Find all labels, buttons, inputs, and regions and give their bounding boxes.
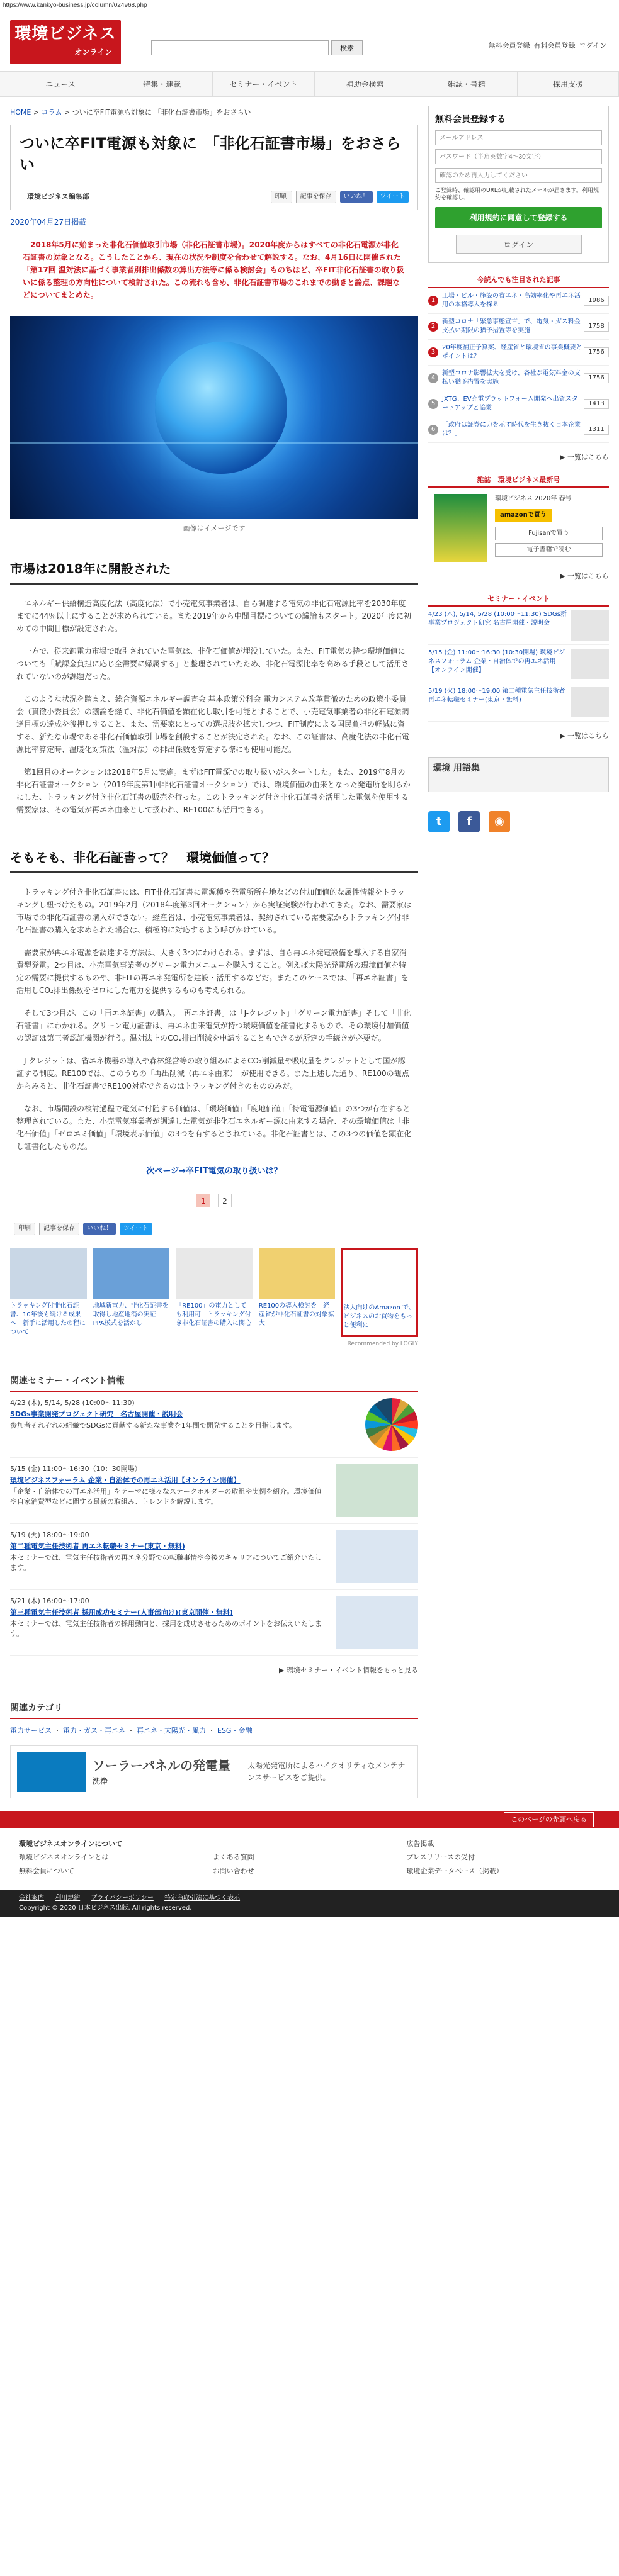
related-thumb [93,1248,170,1299]
paragraph: エネルギー供給構造高度化法（高度化法）で小売電気事業者は、自ら調達する電気の非化石電源比率を2030年度までに44％以上にすることが求められている。また2019年から中間目標についての議論もスタート。2020年度に初めての中間目標が設定された。 [16,599,412,634]
tweet-button[interactable]: ツイート [377,191,409,203]
related-card[interactable] [176,1248,253,1337]
breadcrumb-home[interactable]: HOME [10,108,31,116]
category-link[interactable]: 電力・ガス・再エネ [63,1727,125,1735]
footer-link[interactable]: 無料会員について [19,1866,74,1875]
register-title: 無料会員登録する [435,115,506,125]
rank-count: 1756 [584,347,609,357]
nav-features[interactable]: 特集・連載 [111,72,213,96]
email-field[interactable] [435,130,602,145]
seminar-text[interactable]: 4/23 (木), 5/14, 5/28 (10:00〜11:30) SDGs新事業プロジェクト研究 名古屋開催・説明会 [428,611,567,627]
category-link[interactable]: 再エネ・太陽光・風力 [137,1727,206,1735]
related-thumb [343,1250,416,1301]
paragraph: トラッキング付き非化石証書には、FIT非化石証書に電源種や発電所所在地などの付加価値的な属性情報をトラッキングし紐づけたもの。2019年2月（2018年度第3回オークション）から実証実験が行われてきた。なお、需要家は市場での非化石証書の購入ができない。経産省は、小売電気事業者は、契約されている需要家からトラッキング付非化石証書の購入を求められた場合は、積極的に対応するよう呼びかけている。 [16,888,412,935]
section-heading-certificate: そもそも、非化石証書って？ 環境価値って？ [10,848,418,873]
ad-description: 太陽光発電所によるハイクオリティなメンテナンスサービスをご提供。 [247,1761,406,1782]
ranking-item[interactable] [428,314,609,340]
seminar-text[interactable]: 5/19 (火) 18:00〜19:00 第二種電気主任技術者 再エネ転職セミナー(東京・無料) [428,688,565,704]
paragraph: そして3つ目が、この「再エネ証書」の購入。「再エネ証書」は「J-クレジット」「グリーン電力証書」そして「非化石証書」にわかれる。グリーン電力証書は、再エネ由来電気が持つ環境価値を証書化するもので、その環境付加価値の認証は第三者認証機関が行う。温対法上のCO₂排出削減を申請することもできるが所定の手続きが必要だ。 [16,1009,411,1043]
register-box [428,106,609,263]
image-caption: 画像はイメージです [183,524,246,532]
free-register-link[interactable]: 無料会員登録 [488,42,530,50]
paragraph: J-クレジットは、省エネ機器の導入や森林経営等の取り組みによるCO₂削減量や吸収量をクレジットとして国が認証する制度。RE100では、このうちの「再出削減（再エネ由来）」が使用できる。また上述した通り、RE100の観点からみると、非化石証書でRE100対応できるのはトラッキング付きのもののみだ。 [16,1056,409,1091]
top-links [489,40,606,52]
footer-link[interactable]: プライバシーポリシー [91,1894,154,1901]
event-desc: 本セミナーでは、電気主任技術者の再エネ分野での転職事情や今後のキャリアについてご紹介いたします。 [10,1554,322,1572]
page-1[interactable]: 1 [196,1194,210,1207]
logo-main-text: 環境ビジネス [14,25,116,43]
event-date: 5/19 (火) 18:00〜19:00 [10,1531,89,1540]
event-image [336,1596,418,1649]
rank-count: 1311 [584,425,609,435]
category-link[interactable]: ESG・金融 [217,1727,253,1735]
seminar-item[interactable] [428,607,609,645]
print-button[interactable]: 印刷 [14,1223,35,1235]
byline [20,191,409,210]
tweet-button[interactable]: ツイート [120,1223,152,1235]
save-button[interactable]: 記事を保存 [296,191,336,203]
rank-number: 3 [428,347,438,357]
search-button[interactable]: 検索 [331,40,363,55]
ad-subline: 洗浄 [93,1777,108,1786]
footer-link[interactable]: 環境ビジネスオンラインとは [19,1853,109,1862]
footer-link[interactable]: 会社案内 [19,1894,44,1901]
facebook-like-button[interactable]: いいね！ [340,191,373,203]
breadcrumb-sep: > [62,108,72,116]
rank-count: 1413 [584,399,609,409]
footer-bottom [0,1890,619,1917]
url-bar: https://www.kankyo-business.jp/column/024968.php [3,2,147,9]
events-heading: 関連セミナー・イベント情報 [10,1374,418,1392]
password-confirm-field[interactable] [435,168,602,183]
footer-link[interactable]: 利用規約 [55,1894,81,1901]
register-note: ご登録時、確認用のURLが記載されたメールが届きます。利用規約を確認し、 [435,188,599,202]
seminar-more-link[interactable]: ▶ 一覧はこちら [560,732,609,741]
next-page-link[interactable] [10,1165,418,1179]
nav-news[interactable]: ニュース [10,72,111,96]
copyright: Copyright © 2020 日本ビジネス出版. All rights reserved. [19,1904,192,1912]
event-title[interactable]: 環境ビジネスフォーラム 企業・自治体での再エネ活用【オンライン開催】 [10,1476,241,1485]
facebook-like-button[interactable]: いいね！ [83,1223,116,1235]
related-card-ad[interactable] [341,1248,418,1337]
back-to-top-button[interactable]: このページの先頭へ戻る [504,1812,594,1827]
magazine-heading: 雑誌 環境ビジネス最新号 [428,474,609,488]
related-title[interactable]: 地域新電力、非化石証書を取得し地産地消の実証 PPA模式を活かし [93,1302,169,1328]
rank-count: 1758 [584,322,609,332]
ranking-item[interactable] [428,391,609,417]
login-button[interactable]: ログイン [456,235,582,254]
ranking-heading: 今読んでも注目された記事 [428,274,609,288]
glossary-banner[interactable]: 環境 用語集 [428,757,609,792]
ebook-button[interactable]: 電子書籍で読む [495,543,603,557]
facebook-icon[interactable]: f [458,811,480,832]
rank-number: 1 [428,296,438,306]
event-title[interactable]: 第二種電気主任技術者 再エネ転職セミナー(東京・無料) [10,1542,185,1551]
related-title[interactable]: トラッキング付非化石証書、10年後も続ける成果へ 新手に活用したの程について [10,1302,86,1336]
footer-link[interactable]: 環境企業データベース（掲載） [406,1866,503,1875]
page-2[interactable]: 2 [218,1194,232,1207]
event-date: 5/21 (木) 16:00〜17:00 [10,1597,89,1606]
sidebar [428,106,609,1811]
rank-number: 4 [428,373,438,383]
footer-heading: 環境ビジネスオンラインについて [19,1839,123,1848]
paid-register-link[interactable]: 有料会員登録 [533,42,576,50]
category-list: 電力サービス ・ 電力・ガス・再エネ ・ 再エネ・太陽光・風力 ・ ESG・金融 [10,1727,253,1735]
print-button[interactable]: 印刷 [271,191,292,203]
footer-top-bar [0,1811,619,1828]
site-header [0,9,619,72]
nav-subsidy[interactable]: 補助金検索 [315,72,416,96]
hero-line-graphic [10,442,418,493]
global-nav [0,72,619,97]
event-title[interactable]: 第三種電気主任技術者 採用成功セミナー(人事部向け)(東京開催・無料) [10,1608,233,1617]
event-title[interactable]: SDGs事業開発プロジェクト研究 名古屋開催・説明会 [10,1410,183,1419]
main-column [10,106,418,1811]
section-heading-market: 市場は2018年に開設された [10,559,418,585]
rank-title[interactable]: 新型コロナ影響拡大を受け、各社が電気料金の支払い猶予措置を実施 [442,369,581,386]
paragraph: 需要家が再エネ電源を調達する方法は、大きく3つにわけられる。まずは、自ら再エネ発電設備を導入する自家消費型発電。2つ目は、小売電気事業者のグリーン電力メニューを購入すること。例えば太陽光発電所の環境価値を特定の需要に提供するものや、非FITの再エネ発電所を建設・活用するなどだ。またこのケースでは、「再エネ証書」を活用しCO₂排出係数をゼロにした電力を提供するものも考えられる。 [16,948,409,995]
social-links [428,811,609,832]
event-date: 5/15 (金) 11:00〜16:30（10：30開場） [10,1465,142,1474]
related-title[interactable]: 「RE100」の電力として も利用可 トラッキング付き非化石証書の購入に関心 [176,1302,252,1328]
footer-link[interactable]: よくある質問 [212,1853,254,1862]
magazine-cover[interactable] [434,494,487,562]
login-link[interactable]: ログイン [579,42,606,50]
related-title[interactable]: 法人向けのAmazon で、ビジネスのお買物をもっと便利に [343,1304,415,1330]
rank-count: 1756 [584,373,609,383]
event-desc: 本セミナーでは、電気主任技術者の採用動向と、採用を成功させるためのポイントをお伝えいたします。 [10,1620,322,1638]
ranking-item[interactable] [428,288,609,314]
ranking-more-link[interactable]: ▶ 一覧はこちら [560,452,609,461]
event-item[interactable] [10,1524,418,1590]
event-desc: 「企業・自治体での再エネ活用」をテーマに様々なステークホルダーの取組や実例を紹介。環境価値や自家消費型などに関する最新の取組み、トレンドを解説します。 [10,1487,322,1506]
event-image [336,1530,418,1583]
logo-sub-text: オンライン [74,48,112,57]
event-image [336,1464,418,1517]
sdgs-wheel-image [365,1398,418,1451]
rank-title[interactable]: 新型コロナ「緊急事態宣言」で、電気・ガス料金支払い期限の猶予措置等を実施 [442,318,581,334]
related-articles [10,1248,418,1337]
breadcrumb [10,107,418,118]
site-logo[interactable] [10,20,121,64]
hero-image [10,316,418,519]
seminar-item[interactable] [428,645,609,683]
share-bar-bottom [10,1223,418,1241]
seminar-text[interactable]: 5/15 (金) 11:00〜16:30 (10:30開場) 環境ビジネスフォーラム 企業・自治体での再エネ活用【オンライン開催】 [428,649,565,675]
nav-recruit[interactable]: 採用支援 [518,72,619,96]
breadcrumb-column[interactable]: コラム [41,108,62,116]
rss-icon[interactable]: ◉ [489,811,510,832]
register-button[interactable]: 利用規約に同意して登録する [435,207,602,228]
seminar-heading: セミナー・イベント [428,593,609,607]
related-title[interactable]: RE100の導入検討を 経産省が非化石証書の対象拡大 [258,1302,334,1328]
magazine-more-link[interactable]: ▶ 一覧はこちら [560,572,609,581]
amazon-button[interactable]: amazonで買う [495,509,552,522]
breadcrumb-sep: > [31,108,42,116]
nav-magazine[interactable]: 雑誌・書籍 [416,72,518,96]
category-link[interactable]: 電力サービス [10,1727,52,1735]
seminar-item[interactable] [428,683,609,722]
related-thumb [176,1248,253,1299]
pagination [10,1194,418,1207]
footer-link[interactable]: 広告掲載 [406,1839,434,1848]
footer-link[interactable]: 特定商取引法に基づく表示 [164,1894,241,1901]
ranking-item[interactable] [428,417,609,443]
search-input[interactable] [151,40,329,55]
twitter-icon[interactable]: t [428,811,450,832]
rank-title[interactable]: 「政府は証券に力を示す時代を生き抜く日本企業は？」 [442,421,581,437]
paragraph: このような状況を踏まえ、総合資源エネルギー調査会 基本政策分科会 電力システム改革貫徹のための政策小委員会（貫徹小委員会）の議論を経て、非化石価値を顕在化し取引を可能とすることで、小売電気事業者の非化石電源調達目標の達成を後押しすること、また、需要家にとっての選択肢を拡大しつつ、FIT制度による国民負担の軽減に資する、新たな市場である非化石価値取引市場を創設することが決定された。なお、この証書は、高度化法の非化石電源比率算定時、温暖化対策法（温対法）の排出係数を算定する際にも使用可能だ。 [16,695,410,754]
related-thumb [259,1248,336,1299]
footer-link[interactable]: お問い合わせ [212,1866,254,1875]
search-box [151,40,363,55]
paragraph: 一方で、従来卸電力市場で取引されていた電気は、非化石価値が埋没していた。また、FIT電気の持つ環境価値についても「賦課金負担に応じ全需要に帰属する」と整理されていたため、非化石電源比率を高める手段として活用されていないのが課題だった。 [16,647,409,681]
event-item[interactable] [10,1458,418,1524]
event-item[interactable] [10,1590,418,1656]
paragraph: なお、市場開設の検討過程で電気に付随する価値は、「環境価値」「度地価値」「特電電源価値」の3つが存在すると整理されている。また、小売電気事業者が調達した電気が非化石エネルギー源に由来する場合、その環境価値は「非化石価値」「ゼロエミ価値」「環境表示価値」の3つを有するとされている。非化石証書とは、この3つの価値を顕在化し証書化したものだ。 [16,1104,412,1151]
footer-link[interactable]: プレスリリースの受付 [406,1853,475,1862]
seminar-thumb [571,610,609,641]
rank-number: 5 [428,399,438,409]
paragraph: 第1回目のオークションは2018年5月に実施。まずはFIT電源での取り扱いがスタートした。また、2019年8月の非化石証書オークション（2019年度第1回非化石証書オークション）では、環境価値の由来となった発電所を明らかにした、トラッキング付き非化石証書の販売を行った。このトラッキング付き非化石証書を活用した電気を使用する需要家は、その電気が再エネ由来として扱われ、RE100にも活用できる。 [16,768,411,815]
article-date: 2020年04月27日掲載 [10,217,87,227]
related-card[interactable] [10,1248,87,1337]
rank-title[interactable]: 20年度補正予算案、経産省と環境省の事業概要とポイントは？ [442,344,582,360]
rank-title[interactable]: 工場・ビル・施設の省エネ・高効率化や再エネ活用の本格導入を探る [442,292,581,308]
event-desc: 参加者それぞれの組織でSDGsに貢献する新たな事業を1年間で開発することを目指します。 [10,1421,296,1430]
seminar-thumb [571,687,609,717]
rank-count: 1986 [584,296,609,306]
footer [0,1828,619,1890]
password-field[interactable] [435,149,602,164]
magazine-issue: 環境ビジネス 2020年 春号 [495,495,572,503]
related-card[interactable] [259,1248,336,1337]
events-more-link[interactable]: ▶ 環境セミナー・イベント情報をもっと見る [279,1666,418,1675]
ad-image [17,1752,86,1792]
breadcrumb-current: ついに卒FIT電源も対象に 「非化石証書市場」をおさらい [72,108,251,116]
ad-headline: ソーラーパネルの発電量 [93,1758,230,1774]
nav-seminars[interactable]: セミナー・イベント [213,72,314,96]
rank-number: 2 [428,322,438,332]
rank-number: 6 [428,425,438,435]
seminar-thumb [571,649,609,679]
article-author: 環境ビジネス編集部 [27,192,89,201]
event-date: 4/23 (木), 5/14, 5/28 (10:00〜11:30) [10,1399,135,1408]
article-lead: 2018年5月に始まった非化石価値取引市場（非化石証書市場）。2020年度からはすべての非化石電源が非化石証書の対象となる。こうしたことから、現在の状況や制度を合わせて解説する。なお、4月16日に開催された「第17回 温対法に基づく事業者別排出係数の算出方法等に係る検討会」ものちほど、卒FIT非化石証書の取り扱いに係る整理の方向性について検討された。この流れも含め、非化石証書市場のこれまでの動きと論点、課題などについてまとめた。 [23,240,404,300]
article-header [10,125,418,210]
magazine-box [428,488,609,562]
fujisan-button[interactable]: Fujisanで買う [495,527,603,540]
next-page-link-text[interactable]: 次ページ→卒FIT電気の取り扱いは？ [146,1167,282,1177]
category-heading: 関連カテゴリ [10,1701,418,1719]
recommend-credit: Recommended by LOGLY [347,1341,418,1348]
related-card[interactable] [93,1248,170,1337]
ranking-item[interactable] [428,340,609,366]
related-thumb [10,1248,87,1299]
ranking-item[interactable] [428,366,609,391]
event-item[interactable] [10,1392,418,1458]
article-title: ついに卒FIT電源も対象に 「非化石証書市場」をおさらい [20,134,401,174]
banner-ad[interactable] [10,1745,418,1798]
save-button[interactable]: 記事を保存 [39,1223,79,1235]
rank-title[interactable]: JXTG、EV充電プラットフォーム開発へ出資スタートアップと協業 [442,395,578,412]
